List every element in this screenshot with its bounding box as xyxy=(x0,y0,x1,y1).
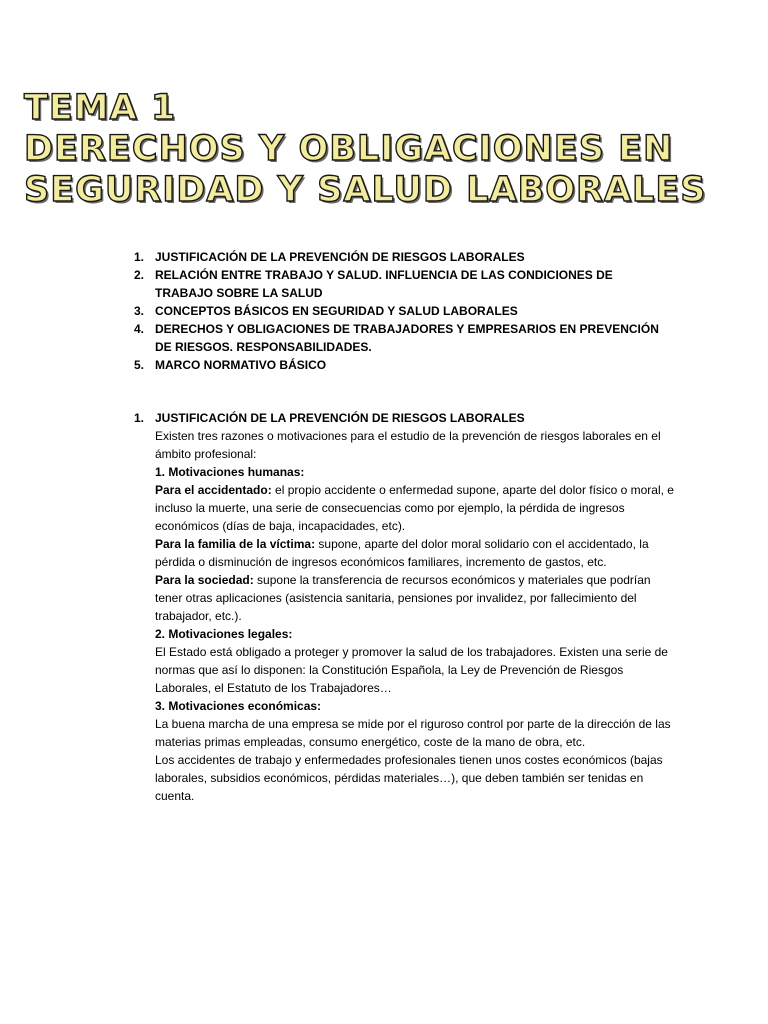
toc-item xyxy=(134,302,674,320)
toc-item-number: 1. xyxy=(134,250,145,264)
paragraph-sociedad xyxy=(155,571,674,625)
section-intro: Existen tres razones o motivaciones para el estudio de la prevención de riesgos laborales en el ámbito profesional: xyxy=(155,429,661,461)
toc-item-text: DERECHOS Y OBLIGACIONES DE TRABAJADORES Y EMPRESARIOS EN PREVENCIÓN DE RIESGOS. RESPONSABILIDADES. xyxy=(155,322,659,354)
toc-item-text: JUSTIFICACIÓN DE LA PREVENCIÓN DE RIESGOS LABORALES xyxy=(155,250,525,264)
toc-item-number: 2. xyxy=(134,268,145,282)
section-justificacion xyxy=(134,409,674,805)
subheading-economic-motivations: 3. Motivaciones económicas: xyxy=(155,699,322,713)
toc-item-text: CONCEPTOS BÁSICOS EN SEGURIDAD Y SALUD LABORALES xyxy=(155,304,518,318)
text-accidentado: el propio accidente o enfermedad supone, aparte del dolor físico o moral, e incluso la muerte, una serie de consecuencias como por ejemplo, la pérdida de ingresos económicos (días de baja, incapacidades, etc). xyxy=(155,483,674,533)
section-title: JUSTIFICACIÓN DE LA PREVENCIÓN DE RIESGOS LABORALES xyxy=(155,411,525,425)
section-heading xyxy=(134,409,674,427)
paragraph-legal: El Estado está obligado a proteger y promover la salud de los trabajadores. Existen una serie de normas que así lo disponen: la Constitución Española, la Ley de Prevención de Riesgos Laborales, el Estatuto de los Trabajadores… xyxy=(155,645,668,695)
title-line-1: TEMA 1 xyxy=(24,88,177,128)
toc-item-number: 5. xyxy=(134,358,145,372)
paragraph-accidentado xyxy=(155,481,674,535)
subheading-legal-motivations: 2. Motivaciones legales: xyxy=(155,627,293,641)
toc-item xyxy=(134,248,674,266)
section-body xyxy=(155,427,674,805)
paragraph-familia xyxy=(155,535,674,571)
title-line-2: DERECHOS Y OBLIGACIONES EN xyxy=(24,129,674,169)
toc-item-text: MARCO NORMATIVO BÁSICO xyxy=(155,358,327,372)
subheading-human-motivations: 1. Motivaciones humanas: xyxy=(155,465,305,479)
toc-item-number: 3. xyxy=(134,304,145,318)
document-title xyxy=(24,88,754,211)
text-sociedad: supone la transferencia de recursos económicos y materiales que podrían tener otras aplicaciones (asistencia sanitaria, pensiones por invalidez, por fallecimiento del trabajador, etc.). xyxy=(155,573,651,623)
toc-item xyxy=(134,356,674,374)
text-familia: supone, aparte del dolor moral solidario con el accidentado, la pérdida o disminución de ingresos económicos familiares, incremento de gastos, etc. xyxy=(155,537,649,569)
label-accidentado: Para el accidentado: xyxy=(155,483,272,497)
paragraph-economic-2: Los accidentes de trabajo y enfermedades profesionales tienen unos costes económicos (bajas laborales, subsidios económicos, pérdidas materiales…), que deben también ser tenidas en cuenta. xyxy=(155,753,663,803)
table-of-contents xyxy=(134,248,674,374)
toc-item-text: RELACIÓN ENTRE TRABAJO Y SALUD. INFLUENCIA DE LAS CONDICIONES DE TRABAJO SOBRE LA SALUD xyxy=(155,268,613,300)
title-line-3: SEGURIDAD Y SALUD LABORALES xyxy=(24,170,707,210)
label-familia: Para la familia de la víctima: xyxy=(155,537,316,551)
section-number: 1. xyxy=(134,411,145,425)
toc-item xyxy=(134,266,674,302)
toc-item-number: 4. xyxy=(134,322,145,336)
label-sociedad: Para la sociedad: xyxy=(155,573,254,587)
paragraph-economic-1: La buena marcha de una empresa se mide por el riguroso control por parte de la dirección de las materias primas empleadas, consumo energético, coste de la mano de obra, etc. xyxy=(155,717,671,749)
toc-item xyxy=(134,320,674,356)
